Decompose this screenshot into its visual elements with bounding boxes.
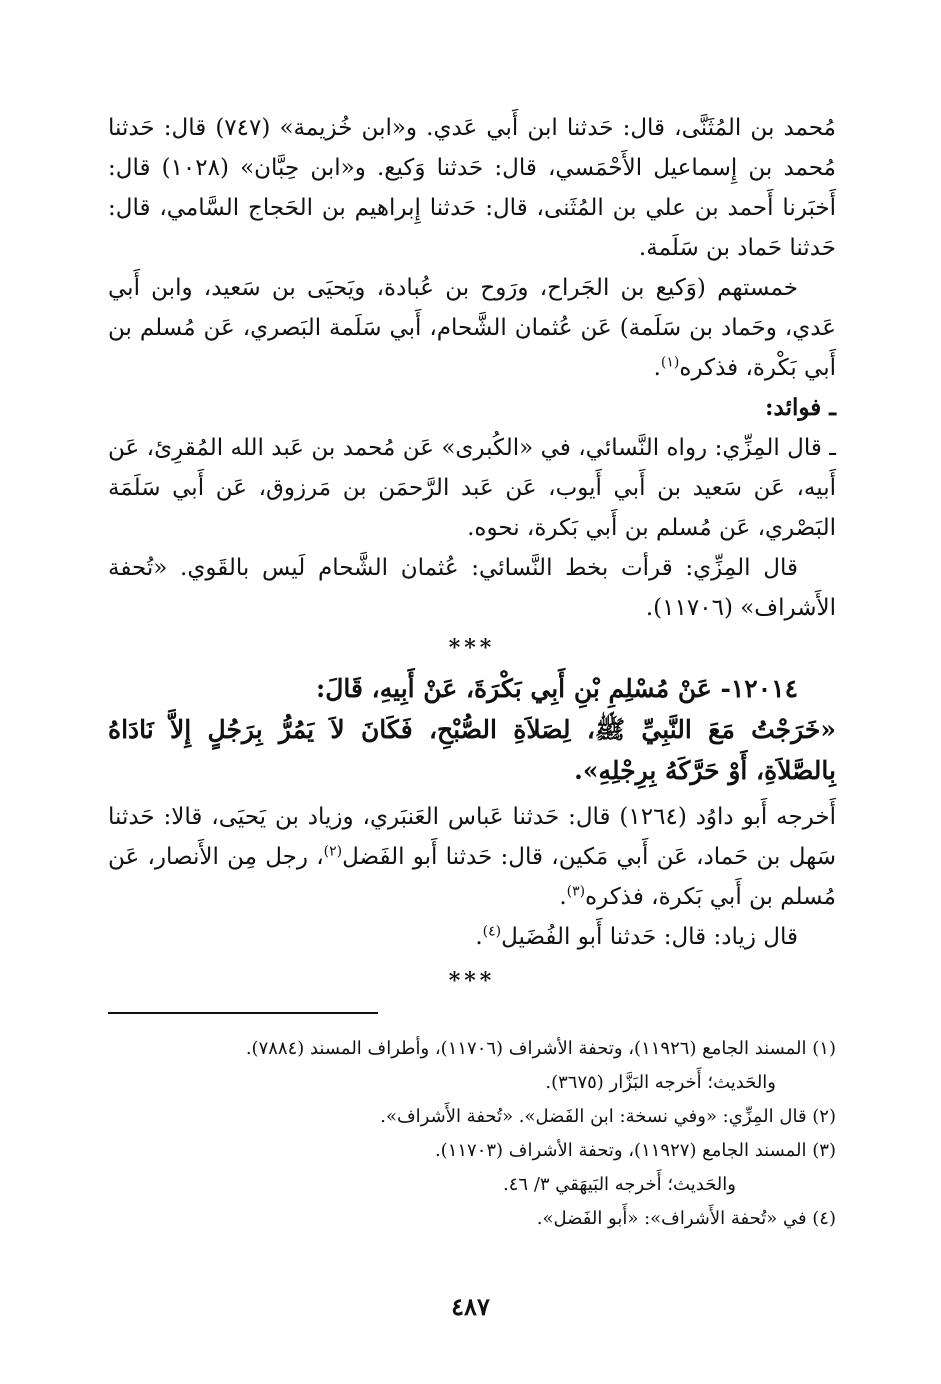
page-body [108,108,836,1001]
footnote-separator-rule [108,1012,378,1014]
paragraph-text: أَخرجه أَبو داوُد (١٢٦٤) قال: حَدثنا عَباس العَنبَري، وزياد بن يَحيَى، قالا: حَدثنا سَهل بن حَماد، عَن أَبي مَكين، قال: حَدثنا أَبو الفَضل [108,804,836,870]
hadith-heading: ١٢٠١٤- عَنْ مُسْلِمِ بْنِ أَبِي بَكْرَةَ، عَنْ أَبِيهِ، قَالَ: [316,674,798,703]
paragraph-text: خمستهم (وَكيع بن الجَراح، ورَوح بن عُبادة، ويَحيَى بن سَعيد، وابن أَبي عَدي، وحَماد بن سَلَمة) عَن عُثمان الشَّحام، أَبي سَلَمة البَصري، عَن مُسلم بن أَبي بَكْرة، فذكره [108,275,836,381]
paragraph-ziyad: قال زياد: قال: حَدثنا أَبو الفُضَيل$^{(٤)}$. [475,923,798,950]
footnote-ref-1[interactable]: (١) [660,354,680,371]
footnote-1: (١) المسند الجامع (١١٩٢٦)، وتحفة الأشراف (١١٧٠٦)، وأطراف المسند (٧٨٨٤). [245,1038,836,1059]
paragraph-takhrij: أَخرجه أَبو داوُد (١٢٦٤) قال: حَدثنا عَباس العَنبَري، وزياد بن يَحيَى، قالا: حَدثنا سَهل بن حَماد، عَن أَبي مَكين، قال: حَدثنا أَبو الفَضل$^{(٢)}$، رجل مِن الأَنصار، عَن مُسلم بن أَبي بَكرة، فذكره$^{(٣)}$. [108,804,836,910]
page-number: ٤٨٧ [451,1292,490,1321]
paragraph-mizzi-quote: قال المِزِّي: قرأت بخط النَّسائي: عُثمان الشَّحام لَيس بالقَوي. «تُحفة الأَشراف» (١١٧٠٦). [108,555,836,621]
paragraph-five-narrators: خمستهم (وَكيع بن الجَراح، ورَوح بن عُبادة، ويَحيَى بن سَعيد، وابن أَبي عَدي، وحَماد بن سَلَمة) عَن عُثمان الشَّحام، أَبي سَلَمة البَصري، عَن مُسلم بن أَبي بَكْرة، فذكره$^{(١)}$. [108,275,836,381]
section-divider-stars: *** [448,968,496,994]
section-divider-stars: *** [448,635,496,661]
benefits-heading: ـ فوائد: [765,394,836,421]
footnote-4: (٤) في «تُحفة الأَشراف»: «أَبو الفَضل». [536,1208,836,1229]
paragraph-text: قال زياد: قال: حَدثنا أَبو الفُضَيل [501,924,798,950]
paragraph-chain-of-narrators: مُحمد بن المُثَنَّى، قال: حَدثنا ابن أَبي عَدي. و«ابن خُزيمة» (٧٤٧) قال: حَدثنا مُحمد بن إِسماعيل الأَحْمَسي، قال: حَدثنا وَكيع. و«ابن حِبَّان» (١٠٢٨) قال: أَخبَرنا أَحمد بن علي بن المُثَنى، قال: حَدثنا إِبراهيم بن الحَجاج السَّامي، قال: حَدثنا حَماد بن سَلَمة. [108,115,836,261]
footnote-3-continuation: والحَديث؛ أَخرجه البَيهَقي ٣/ ٤٦. [503,1174,736,1195]
footnotes-section [108,1012,836,1236]
footnote-3: (٣) المسند الجامع (١١٩٢٧)، وتحفة الأشراف (١١٧٠٣). [434,1140,836,1161]
footnote-ref-2[interactable]: (٢) [323,843,343,860]
paragraph-mizzi-note: ـ قال المِزِّي: رواه النَّسائي، في «الكُبرى» عَن مُحمد بن عَبد الله المُقرِئ، عَن أَبيه، عَن سَعيد بن أَبي أَيوب، عَن عَبد الرَّحمَن بن مَرزوق، عَن أَبي سَلَمَة البَصْري، عَن مُسلم بن أَبي بَكرة، نحوه. [108,435,836,541]
hadith-text: «خَرَجْتُ مَعَ النَّبِيِّ ﷺ، لِصَلاَةِ الصُّبْحِ، فَكَانَ لاَ يَمُرُّ بِرَجُلٍ إِلاَّ نَادَاهُ بِالصَّلاَةِ، أَوْ حَرَّكَهُ بِرِجْلِهِ». [108,715,836,785]
footnote-ref-3[interactable]: (٣) [566,883,586,900]
footnote-2: (٢) قال المِزِّي: «وفي نسخة: ابن الفَضل». «تُحفة الأَشراف». [380,1106,836,1127]
footnote-1-continuation: والحَديث؛ أَخرجه البَزَّار (٣٦٧٥). [545,1072,776,1093]
footnote-ref-4[interactable]: (٤) [482,923,502,940]
paragraph-text: ، رجل مِن الأَنصار، عَن مُسلم بن أَبي بَكرة، فذكره [108,844,836,910]
